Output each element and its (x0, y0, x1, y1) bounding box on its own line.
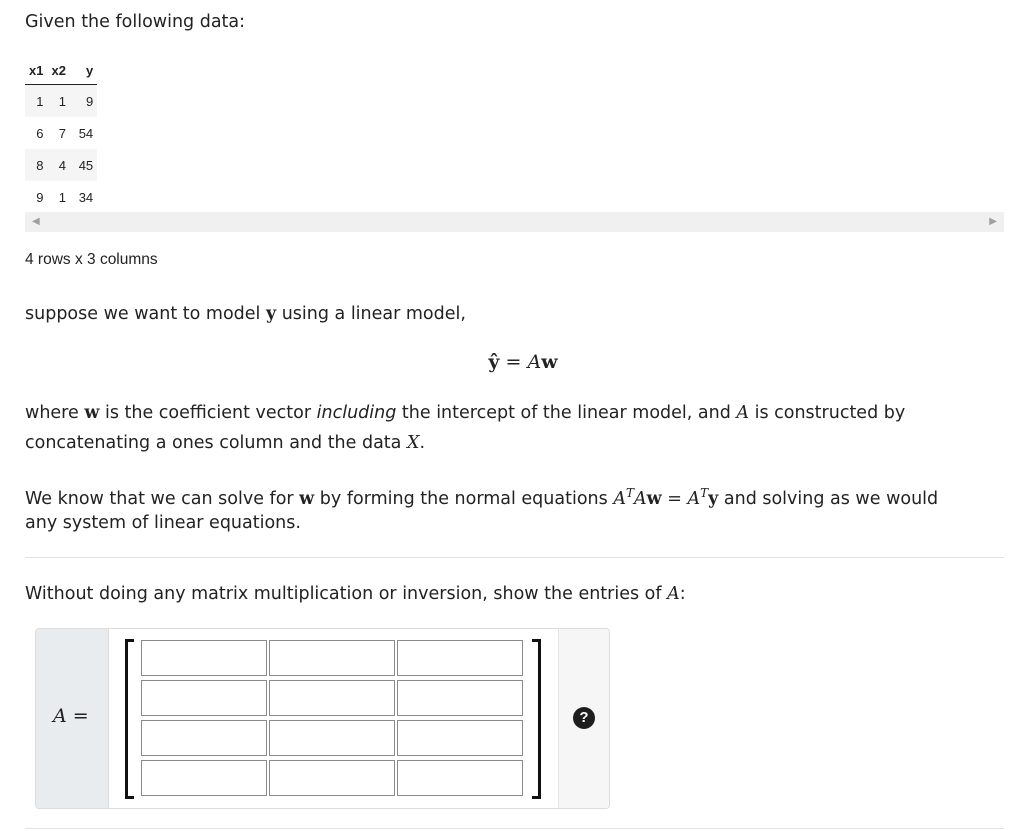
matrix-label: A = (53, 705, 89, 727)
emphasis-text: including (316, 403, 397, 423)
question-prompt (25, 579, 686, 609)
text: We know that we can solve for (25, 488, 300, 509)
math-A: A (687, 488, 701, 509)
table-cell: 6 (36, 125, 44, 141)
normal-eq-paragraph-line2: any system of linear equations. (25, 513, 301, 533)
math-yhat: ŷ (488, 351, 500, 373)
left-bracket (125, 639, 134, 799)
table-cell: 1 (25, 85, 47, 118)
math-w: w (646, 488, 662, 509)
text: : (679, 584, 686, 604)
table-row (25, 85, 97, 118)
table-row (25, 117, 97, 149)
data-table (25, 56, 97, 213)
matrix-cell-r1c2[interactable] (269, 640, 395, 676)
text: concatenating a ones column and the data (25, 433, 407, 453)
divider (25, 828, 1004, 829)
matrix-cell-r2c3[interactable] (397, 680, 523, 716)
matrix-cell-r1c1[interactable] (141, 640, 267, 676)
text: is the coefficient vector (99, 403, 317, 423)
math-A: A (527, 351, 542, 373)
table-cell: 9 (36, 189, 44, 205)
col-header-y: y (70, 56, 97, 85)
text: and solving as we would (718, 488, 939, 509)
scroll-left-icon[interactable]: ◀ (32, 216, 40, 227)
math-w: w (84, 403, 100, 423)
col-header-x2: x2 (47, 56, 69, 85)
math-X: X (406, 433, 420, 453)
table-row (25, 181, 97, 213)
math-y: y (265, 304, 277, 324)
equation-yhat (0, 347, 1016, 377)
table-cell: 8 (25, 149, 47, 181)
math-A: A (613, 488, 626, 509)
math-y: y (708, 488, 719, 509)
math-T: T (625, 486, 634, 500)
table-cell: 34 (78, 189, 94, 205)
table-cell: 54 (78, 125, 94, 141)
math-equals: = (661, 488, 688, 509)
table-shape-text: 4 rows x 3 columns (25, 251, 158, 268)
table-row (25, 149, 97, 181)
matrix-label-panel (36, 629, 109, 808)
matrix-cell-r4c3[interactable] (397, 760, 523, 796)
text: where (25, 403, 85, 423)
matrix-cell-r3c1[interactable] (141, 720, 267, 756)
matrix-cell-r2c2[interactable] (269, 680, 395, 716)
where-paragraph-line2 (25, 428, 425, 458)
text: suppose we want to model (25, 304, 266, 324)
help-icon[interactable]: ? (573, 707, 595, 729)
matrix-input-group (35, 628, 610, 809)
matrix-cell-r4c2[interactable] (269, 760, 395, 796)
text: the intercept of the linear model, and (396, 403, 737, 423)
math-T: T (700, 486, 709, 500)
matrix-cell-r3c3[interactable] (397, 720, 523, 756)
table-cell: 9 (70, 85, 97, 118)
help-panel (558, 629, 610, 808)
math-equals: = (499, 351, 528, 373)
divider (25, 557, 1004, 558)
math-w: w (541, 351, 558, 373)
table-cell: 7 (58, 125, 66, 141)
table-cell: 4 (47, 149, 69, 181)
scroll-right-icon[interactable]: ▶ (989, 216, 997, 227)
math-A: A (667, 584, 680, 604)
table-cell: 45 (70, 149, 97, 181)
table-cell: 1 (58, 189, 66, 205)
matrix-cell-r1c3[interactable] (397, 640, 523, 676)
where-paragraph-line1 (25, 398, 905, 428)
text: by forming the normal equations (314, 488, 614, 509)
matrix-cell-r3c2[interactable] (269, 720, 395, 756)
intro-text: Given the following data: (25, 12, 246, 32)
math-A: A (736, 403, 750, 423)
horizontal-scrollbar[interactable] (25, 212, 1004, 232)
table-header-row (25, 56, 97, 85)
text: Without doing any matrix multiplication or inversion, show the entries of (25, 584, 668, 604)
col-header-x1: x1 (25, 56, 47, 85)
matrix-cell-r2c1[interactable] (141, 680, 267, 716)
math-A: A (633, 488, 647, 509)
model-paragraph (25, 299, 466, 329)
text: is constructed by (749, 403, 906, 423)
math-w: w (299, 488, 315, 509)
right-bracket (532, 639, 541, 799)
table-cell: 1 (47, 85, 69, 118)
matrix-cell-r4c1[interactable] (141, 760, 267, 796)
text: . (419, 433, 426, 453)
text: using a linear model, (276, 304, 466, 324)
